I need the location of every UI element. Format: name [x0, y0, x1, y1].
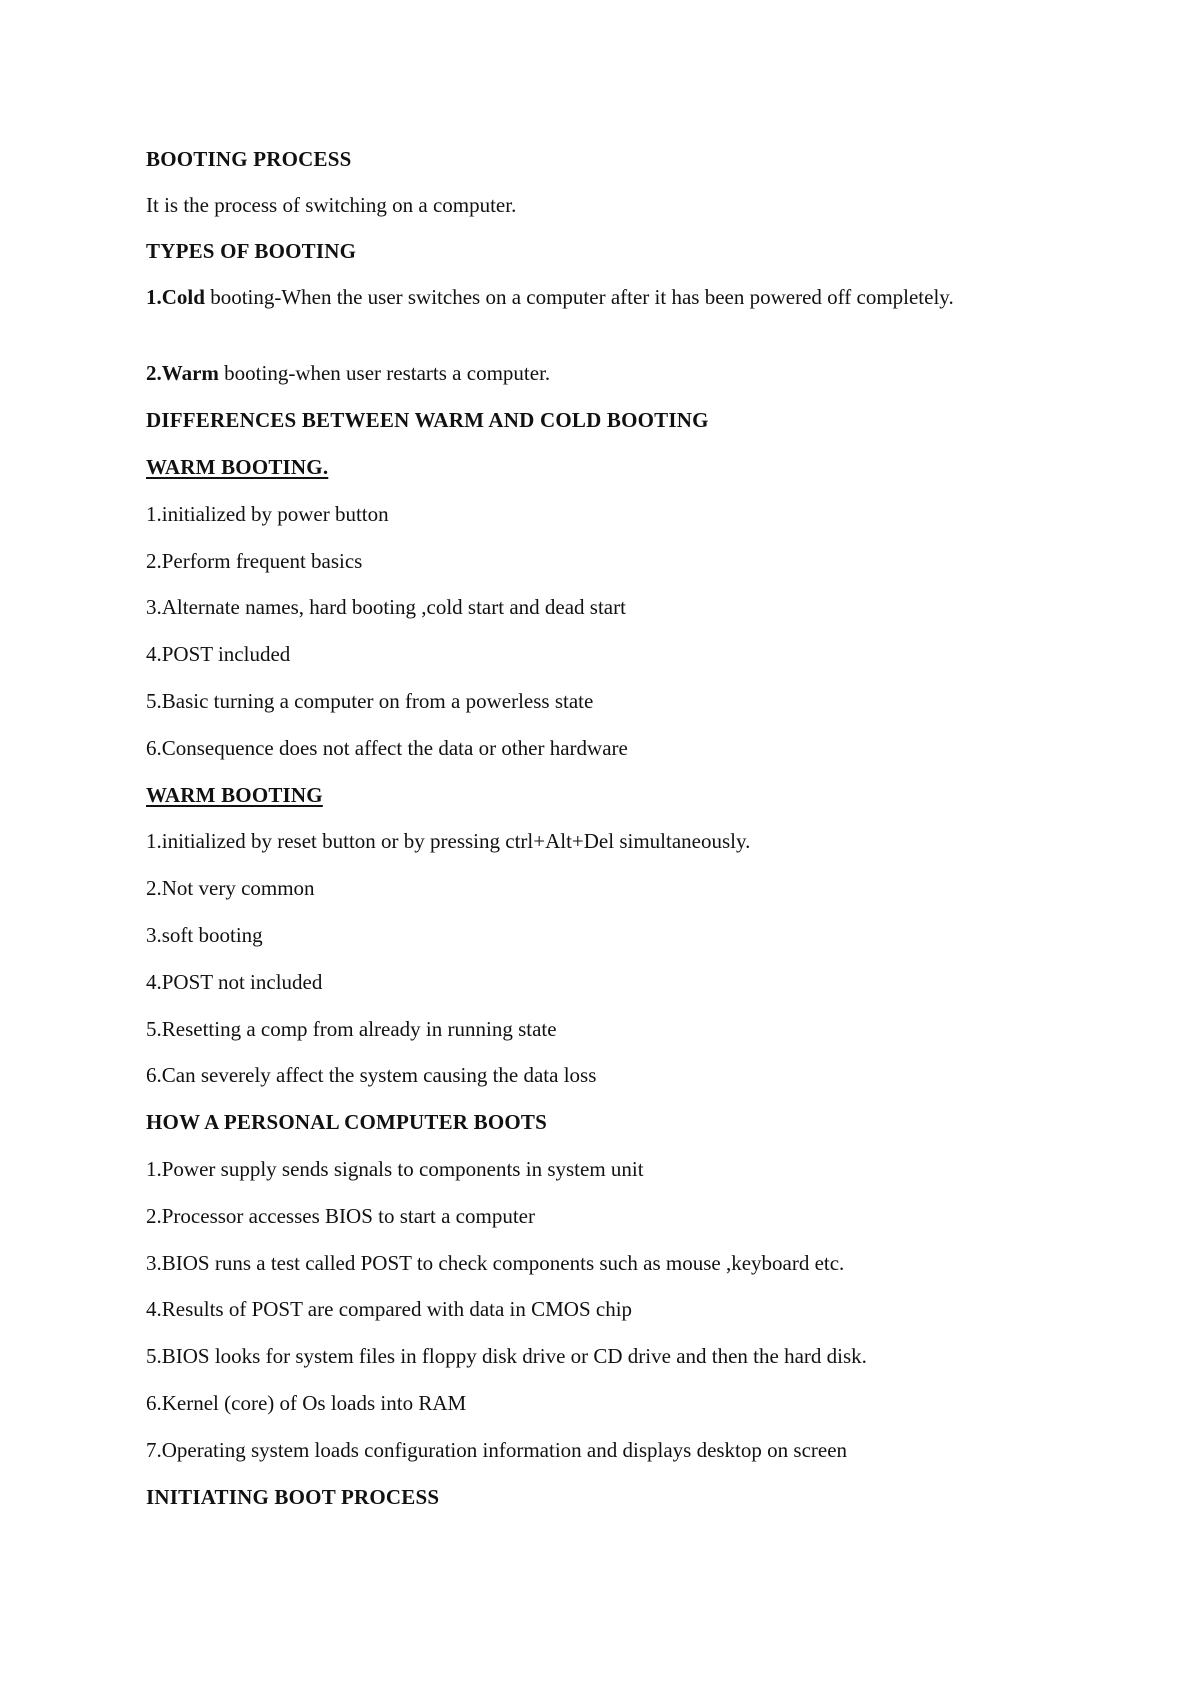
boot-item: 6.Kernel (core) of Os loads into RAM	[146, 1391, 467, 1415]
type-item-cold	[146, 282, 996, 312]
type-item-warm	[146, 358, 550, 388]
section1-item: 5.Basic turning a computer on from a powerless state	[146, 689, 594, 713]
section2-item: 3.soft booting	[146, 923, 263, 947]
boot-item: 2.Processor accesses BIOS to start a computer	[146, 1204, 535, 1228]
type-number-warm: 2.Warm	[146, 361, 219, 385]
section1-item: 4.POST included	[146, 642, 291, 666]
section2-heading: WARM BOOTING	[146, 783, 323, 807]
boot-heading: HOW A PERSONAL COMPUTER BOOTS	[146, 1110, 547, 1134]
intro-text: It is the process of switching on a computer.	[146, 193, 517, 217]
type-number-cold: 1.Cold	[146, 285, 205, 309]
boot-item: 5.BIOS looks for system files in floppy disk drive or CD drive and then the hard disk.	[146, 1344, 867, 1368]
document-title: BOOTING PROCESS	[146, 147, 352, 171]
section2-item: 1.initialized by reset button or by pressing ctrl+Alt+Del simultaneously.	[146, 829, 751, 853]
types-heading: TYPES OF BOOTING	[146, 239, 357, 263]
boot-item: 7.Operating system loads configuration information and displays desktop on screen	[146, 1438, 848, 1462]
initiating-heading: INITIATING BOOT PROCESS	[146, 1485, 440, 1509]
section2-item: 6.Can severely affect the system causing the data loss	[146, 1063, 597, 1087]
section2-item: 5.Resetting a comp from already in running state	[146, 1017, 557, 1041]
type-text-warm: booting-when user restarts a computer.	[218, 361, 551, 385]
boot-item: 4.Results of POST are compared with data in CMOS chip	[146, 1297, 633, 1321]
section1-item: 2.Perform frequent basics	[146, 549, 363, 573]
section1-item: 1.initialized by power button	[146, 502, 389, 526]
differences-heading: DIFFERENCES BETWEEN WARM AND COLD BOOTING	[146, 408, 709, 432]
section1-heading: WARM BOOTING.	[146, 455, 329, 479]
section1-item: 6.Consequence does not affect the data or other hardware	[146, 736, 628, 760]
section2-item: 2.Not very common	[146, 876, 315, 900]
boot-item: 3.BIOS runs a test called POST to check components such as mouse ,keyboard etc.	[146, 1251, 845, 1275]
type-text-cold: booting-When the user switches on a computer after it has been powered off completely.	[204, 285, 954, 309]
section1-item: 3.Alternate names, hard booting ,cold start and dead start	[146, 595, 626, 619]
section2-item: 4.POST not included	[146, 970, 323, 994]
boot-item: 1.Power supply sends signals to components in system unit	[146, 1157, 644, 1181]
